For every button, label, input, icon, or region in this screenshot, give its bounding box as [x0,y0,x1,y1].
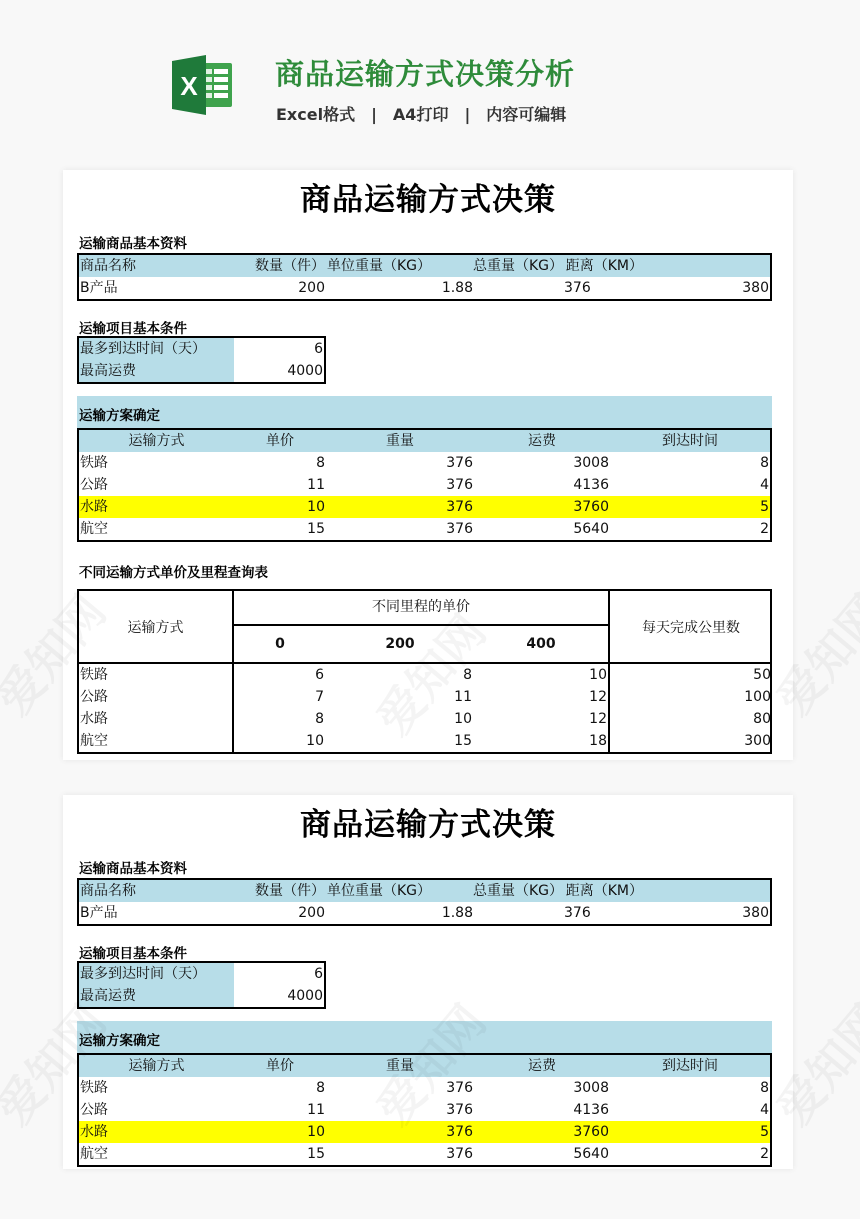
cell-quantity[interactable]: 200 [298,905,325,921]
plan-section-band [77,396,772,428]
plan-label: 运输方案确定 [79,1033,160,1049]
conditions-table [77,961,326,1009]
lookup-daily[interactable]: 100 [744,689,771,705]
cell-cost[interactable]: 3008 [573,1080,609,1096]
condition-value[interactable]: 6 [234,963,324,985]
cell-weight[interactable]: 376 [446,1080,473,1096]
format-tag: Excel格式 [276,105,356,124]
plan-section-band [77,1021,772,1053]
cell-mode[interactable]: 水路 [80,1124,108,1140]
header-cell: 运输方式 [128,1058,185,1074]
lookup-mode[interactable]: 铁路 [80,667,108,683]
lookup-mode[interactable]: 公路 [80,689,108,705]
lookup-price[interactable]: 10 [306,733,324,749]
lookup-daily[interactable]: 300 [744,733,771,749]
basic-info-label: 运输商品基本资料 [79,861,187,877]
cell-price[interactable]: 11 [307,477,325,493]
excel-icon [170,55,234,115]
cell-mode[interactable]: 航空 [80,521,108,537]
header-cell: 总重量（KG） [472,883,563,899]
cell-price[interactable]: 8 [316,1080,325,1096]
cell-cost[interactable]: 4136 [573,1102,609,1118]
lookup-mode[interactable]: 水路 [80,711,108,727]
cell-weight[interactable]: 376 [446,477,473,493]
conditions-table [77,336,326,384]
header-cell: 数量（件） [255,883,325,899]
cell-weight[interactable]: 376 [446,1146,473,1162]
cell-arrival[interactable]: 2 [760,521,769,537]
lookup-col-daily: 每天完成公里数 [642,620,740,636]
sheet-title: 商品运输方式决策 [300,807,556,843]
table-header-row [79,430,770,452]
cell-price[interactable]: 11 [307,1102,325,1118]
cell-total-weight[interactable]: 376 [564,280,591,296]
cell-weight[interactable]: 376 [446,521,473,537]
condition-value[interactable]: 6 [234,338,324,360]
distance-header-200: 200 [385,636,415,652]
svg-text:X: X [180,71,198,101]
cell-price[interactable]: 8 [316,455,325,471]
sheet-preview-1 [63,170,793,760]
condition-label: 最高运费 [79,985,234,1007]
plan-label: 运输方案确定 [79,408,160,424]
header-cell: 总重量（KG） [472,258,563,274]
condition-label: 最高运费 [79,360,234,382]
condition-value[interactable]: 4000 [234,985,324,1007]
cell-arrival[interactable]: 4 [760,1102,769,1118]
cell-weight[interactable]: 376 [446,455,473,471]
header-cell: 重量 [386,1058,414,1074]
cell-cost[interactable]: 3008 [573,455,609,471]
table-row [79,1077,770,1099]
basic-info-label: 运输商品基本资料 [79,236,187,252]
lookup-price[interactable]: 15 [454,733,472,749]
cell-cost[interactable]: 3760 [573,1124,609,1140]
cell-arrival[interactable]: 4 [760,477,769,493]
header-cell: 距离（KM） [565,258,643,274]
print-tag: A4打印 [392,105,449,124]
table-row [79,452,770,474]
table-row [79,277,770,299]
header-cell: 距离（KM） [565,883,643,899]
header-cell: 运费 [528,433,556,449]
cell-mode[interactable]: 航空 [80,1146,108,1162]
cell-cost[interactable]: 5640 [573,521,609,537]
header-cell: 单位重量（KG） [327,258,432,274]
table-row [79,1099,770,1121]
conditions-label: 运输项目基本条件 [79,946,187,962]
cell-mode[interactable]: 铁路 [80,1080,108,1096]
cell-product[interactable]: B产品 [80,280,118,296]
lookup-price[interactable]: 7 [315,689,324,705]
lookup-price[interactable]: 12 [589,711,607,727]
lookup-daily[interactable]: 50 [753,667,771,683]
cell-quantity[interactable]: 200 [298,280,325,296]
header-cell: 单价 [266,433,294,449]
cell-mode[interactable]: 公路 [80,1102,108,1118]
cell-distance[interactable]: 380 [742,905,769,921]
cell-arrival[interactable]: 5 [760,499,769,515]
lookup-group-header: 不同里程的单价 [372,599,470,615]
header-cell: 商品名称 [80,883,136,899]
cell-arrival[interactable]: 8 [760,1080,769,1096]
lookup-daily[interactable]: 80 [753,711,771,727]
lookup-price[interactable]: 11 [454,689,472,705]
lookup-table [77,589,772,754]
header-cell: 到达时间 [662,1058,718,1074]
plan-table [77,428,772,542]
cell-cost[interactable]: 5640 [573,1146,609,1162]
basic-info-table [77,253,772,301]
header-cell: 单位重量（KG） [327,883,432,899]
cell-weight[interactable]: 376 [446,1124,473,1140]
cell-cost[interactable]: 3760 [573,499,609,515]
lookup-mode[interactable]: 航空 [80,733,108,749]
table-row-highlighted [79,1121,770,1143]
cell-cost[interactable]: 4136 [573,477,609,493]
cell-arrival[interactable]: 8 [760,455,769,471]
condition-value[interactable]: 4000 [234,360,324,382]
cell-price[interactable]: 10 [307,499,325,515]
header-cell: 单价 [266,1058,294,1074]
lookup-price[interactable]: 8 [463,667,472,683]
table-header-row [79,880,770,902]
lookup-price[interactable]: 10 [589,667,607,683]
cell-arrival[interactable]: 5 [760,1124,769,1140]
cell-price[interactable]: 15 [307,1146,325,1162]
cell-distance[interactable]: 380 [742,280,769,296]
table-row [79,518,770,540]
editable-tag: 内容可编辑 [486,105,567,124]
cell-mode[interactable]: 铁路 [80,455,108,471]
plan-table [77,1053,772,1167]
lookup-price[interactable]: 10 [454,711,472,727]
cell-unit-weight[interactable]: 1.88 [441,905,473,921]
table-row [79,963,324,985]
table-row-highlighted [79,496,770,518]
lookup-price[interactable]: 6 [315,667,324,683]
table-row [79,360,324,382]
header-cell: 数量（件） [255,258,325,274]
table-row [79,1143,770,1165]
lookup-label: 不同运输方式单价及里程查询表 [79,565,268,581]
header-cell: 运输方式 [128,433,185,449]
header-cell: 商品名称 [80,258,136,274]
condition-label: 最多到达时间（天） [79,338,234,360]
table-header-row [79,255,770,277]
separator: | [464,105,471,124]
cell-unit-weight[interactable]: 1.88 [441,280,473,296]
page-header [0,0,860,160]
document-subtitle [276,102,566,125]
cell-weight[interactable]: 376 [446,1102,473,1118]
lookup-price[interactable]: 8 [315,711,324,727]
basic-info-table [77,878,772,926]
cell-price[interactable]: 10 [307,1124,325,1140]
distance-header-0: 0 [275,636,285,652]
document-title: 商品运输方式决策分析 [275,57,576,91]
cell-product[interactable]: B产品 [80,905,118,921]
sheet-title: 商品运输方式决策 [300,182,556,218]
cell-total-weight[interactable]: 376 [564,905,591,921]
header-cell: 重量 [386,433,414,449]
lookup-price[interactable]: 18 [589,733,607,749]
cell-weight[interactable]: 376 [446,499,473,515]
table-header-row [79,1055,770,1077]
conditions-label: 运输项目基本条件 [79,321,187,337]
table-row [79,985,324,1007]
header-cell: 到达时间 [662,433,718,449]
cell-mode[interactable]: 水路 [80,499,108,515]
cell-arrival[interactable]: 2 [760,1146,769,1162]
distance-header-400: 400 [526,636,556,652]
lookup-col-mode: 运输方式 [127,620,184,636]
table-row [79,902,770,924]
cell-price[interactable]: 15 [307,521,325,537]
header-cell: 运费 [528,1058,556,1074]
separator: | [371,105,377,124]
table-row [79,474,770,496]
lookup-price[interactable]: 12 [589,689,607,705]
table-row [79,338,324,360]
cell-mode[interactable]: 公路 [80,477,108,493]
sheet-preview-2 [63,795,793,1169]
condition-label: 最多到达时间（天） [79,963,234,985]
